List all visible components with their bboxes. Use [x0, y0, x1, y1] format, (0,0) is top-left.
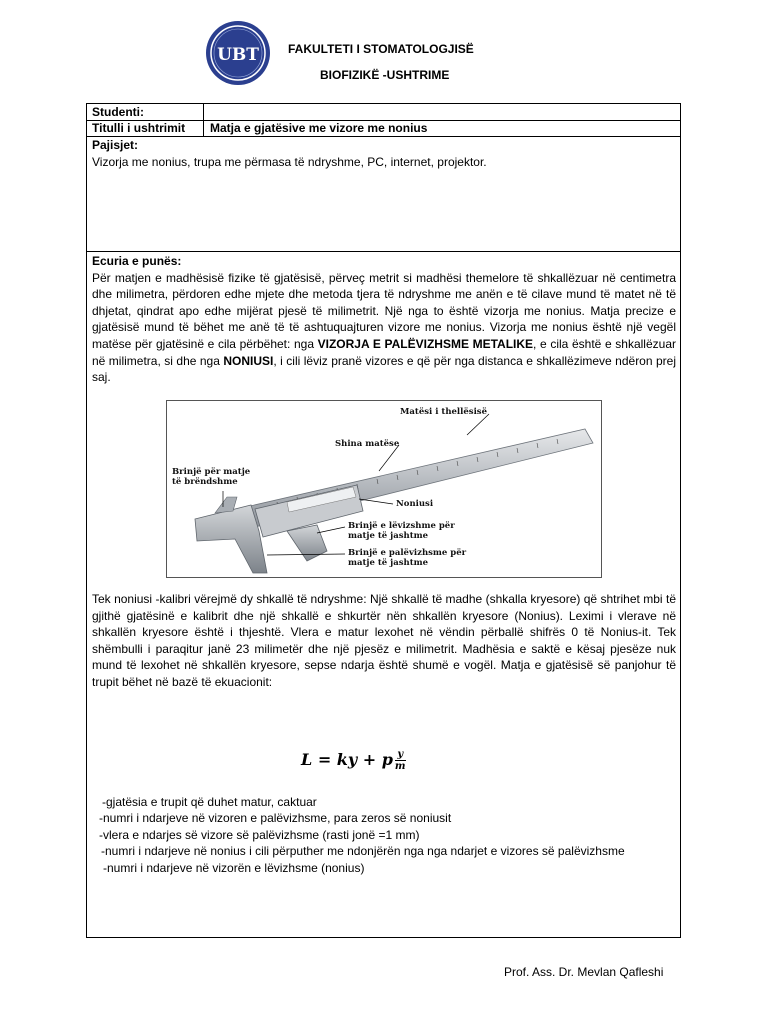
label-movable-jaw: Brinjë e lëvizshme për matje të jashtme	[348, 521, 455, 541]
subject-title: BIOFIZIKË -USHTRIME	[320, 68, 450, 82]
p1-text-b: , e cila është e shkallëzuar në milimetra, si dhe nga	[92, 336, 676, 368]
definition-item: -gjatësia e trupit që duhet matur, caktuar	[102, 795, 317, 809]
formula-lhs: L = ky + p	[301, 750, 393, 769]
p1-text-c: , i cili lëviz pranë vizores e që për nga distanca e shkallëzimeve ndëron prej saj.	[92, 353, 676, 385]
student-row	[87, 104, 680, 121]
definitions-list	[97, 794, 625, 876]
label-depth-gauge: Matësi i thellësisë	[400, 407, 488, 417]
equipment-label: Pajisjet:	[92, 138, 139, 152]
procedure-paragraph-1	[92, 270, 676, 386]
procedure-paragraph-2: Tek noniusi -kalibri vërejmë dy shkallë të ndryshme: Një shkallë të madhe (shkalla kryesore) që shtrihet mbi të gjithë gjatësinë e kalibrit dhe një shkallë e shkurtër nën shkallën kryesore (Nonius). Leximi i vlerave në shkallën kryesore është i thjeshtë. Vlera e matur lexohet në vëndin përballë shifrës 0 të Nonius-it. Tek shëmbulli i paraqitur janë 23 milimetër dhe një pjesëz e milimetrit. Madhësia e saktë e kësaj pjesëze nuk mund të lexohet në shkallën kryesore, sepse ndarja është shumë e vogël. Matja e gjatësisë së panjohur të trupit bëhet në bazë të ekuacionit:	[92, 592, 676, 689]
caliper-figure	[166, 400, 602, 578]
title-value: Matja e gjatësive me vizore me nonius	[210, 121, 428, 135]
equipment-text: Vizorja me nonius, trupa me përmasa të ndryshme, PC, internet, projektor.	[92, 155, 487, 169]
student-label: Studenti:	[92, 105, 144, 119]
p1-bold-nonius: NONIUSI	[223, 353, 274, 368]
title-row	[87, 120, 680, 137]
ubt-logo	[205, 20, 271, 86]
title-label: Titulli i ushtrimit	[92, 121, 186, 135]
label-rail: Shina matëse	[335, 439, 400, 449]
formula-numerator: y	[395, 749, 406, 761]
label-fixed-jaw: Brinjë e palëvizhsme për matje të jashtme	[348, 548, 467, 568]
definition-item: -vlera e ndarjes së vizore së palëvizhsme (rasti jonë =1 mm)	[99, 827, 420, 842]
formula-denominator: m	[394, 761, 406, 772]
label-nonius: Noniusi	[396, 499, 434, 509]
p1-text-a: Për matjen e madhësisë fizike të gjatësisë, përveç metrit si madhësi themelore të shkallëzuar në centimetra dhe milimetra, përdoren edhe mjete dhe metoda tjera të ndryshme me anën e të cilave mund të matet në të dhjetat, qindrat apo edhe mijërat pjesë të milimetrit. Një nga to është vizorja me nonius. Matja precize e gjatësisë mund të bëhet me anë të të ashtuquajturen vizore me nonius. Vizorja me nonius është një vegël matëse për gjatësinë e cila përbëhet: nga	[92, 270, 676, 351]
exercise-form	[86, 103, 681, 938]
equipment-section	[87, 136, 680, 252]
definition-item: -numri i ndarjeve në nonius i cili përputher me ndonjërën nga nga ndarjet e vizores së palëvizhsme	[101, 844, 625, 859]
definition-item: -numri i ndarjeve në vizorën e lëvizhsme (nonius)	[103, 860, 365, 875]
definition-item: -numri i ndarjeve në vizoren e palëvizhsme, para zeros së noniusit	[99, 811, 452, 826]
formula	[301, 749, 406, 772]
logo-text: UBT	[217, 45, 259, 65]
procedure-section	[92, 253, 676, 386]
label-inner-jaw: Brinjë për matje të brëndshme	[172, 467, 251, 487]
procedure-label: Ecuria e punës:	[92, 254, 182, 268]
author-signature: Prof. Ass. Dr. Mevlan Qafleshi	[504, 965, 664, 979]
faculty-title: FAKULTETI I STOMATOLOGJISË	[288, 42, 474, 56]
formula-fraction	[395, 749, 406, 772]
p1-bold-ruler: VIZORJA E PALËVIZHSME METALIKE	[317, 336, 534, 351]
